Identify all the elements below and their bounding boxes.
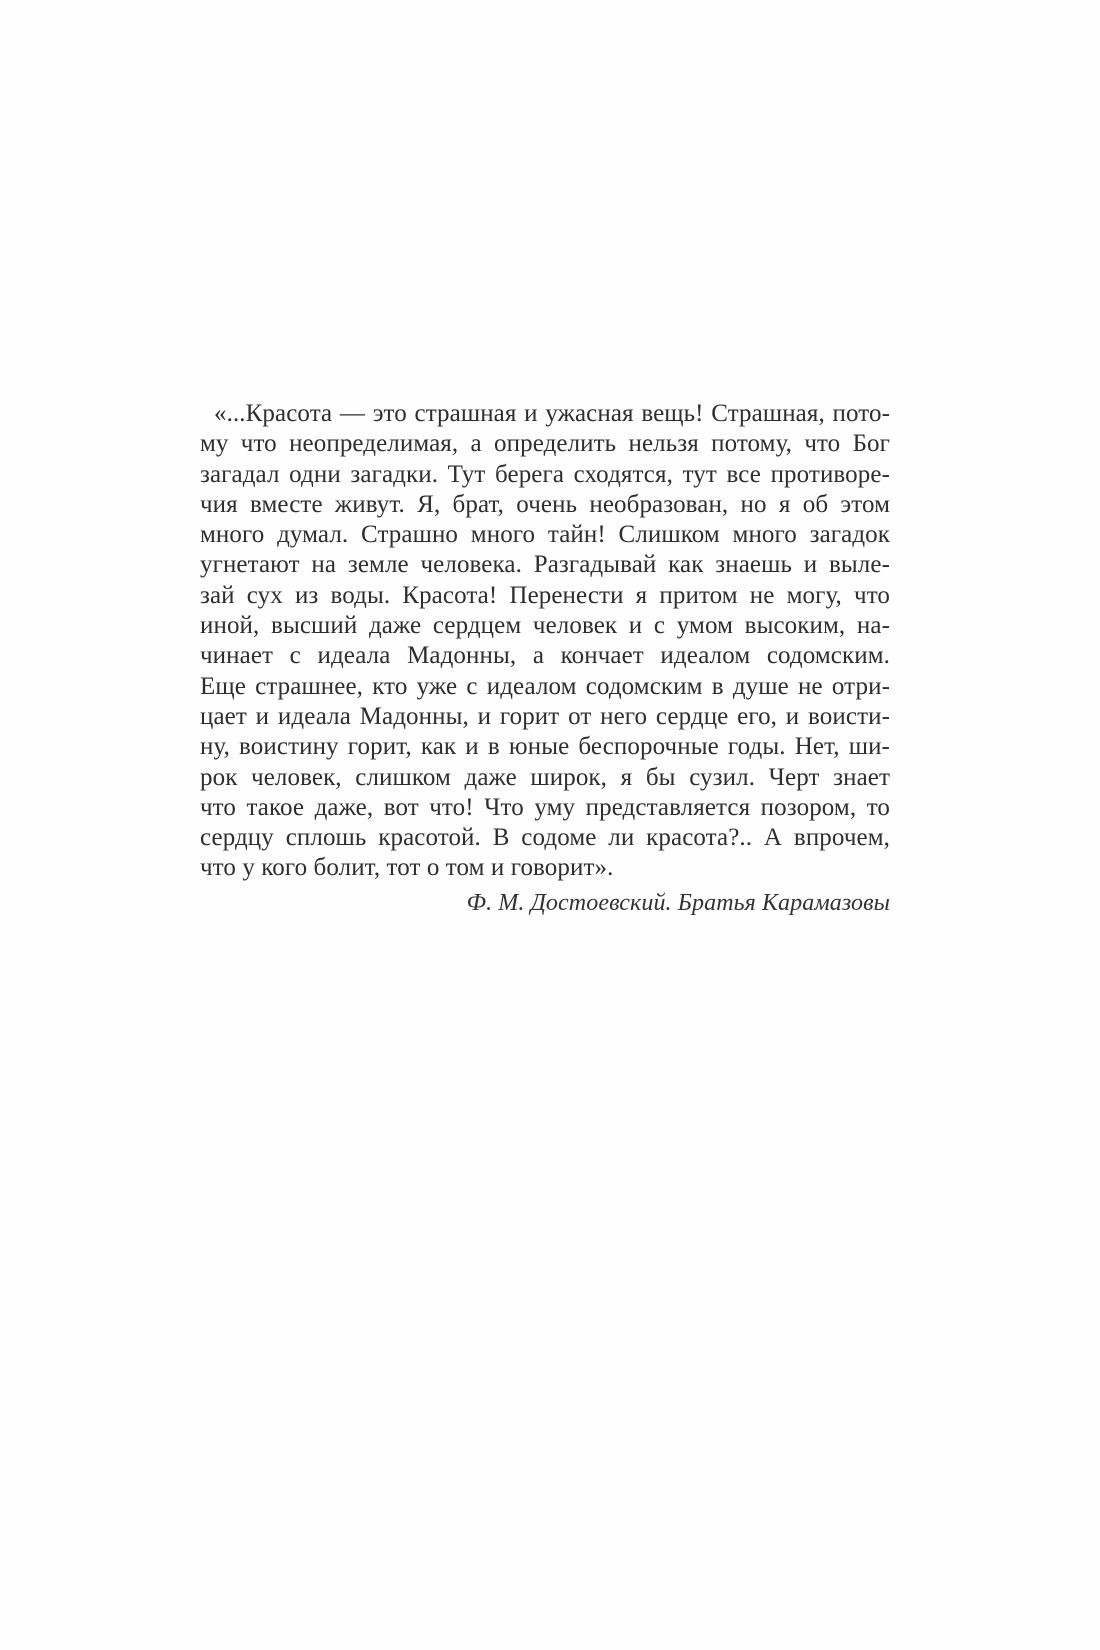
quote-line: Еще страшнее, кто уже с идеалом содомским в душе не отри- (200, 672, 890, 700)
quote-line: рок человек, слишком даже широк, я бы сузил. Черт знает (200, 763, 890, 791)
quote-line: иной, высший даже сердцем человек и с умом высоким, на- (200, 612, 890, 640)
quote-line: му что неопределимая, а определить нельзя потому, что Бог (200, 430, 890, 458)
quote-line: цает и идеала Мадонны, и горит от него сердце его, и воисти- (200, 702, 890, 730)
quote-attribution: Ф. М. Достоевский. Братья Карамазовы (466, 889, 890, 916)
quote-line: что у кого болит, тот о том и говорит». (200, 854, 614, 882)
quote-line: загадал одни загадки. Тут берега сходятся, тут все противоре- (200, 460, 890, 488)
quote-line: много думал. Страшно много тайн! Слишком много загадок (200, 521, 890, 549)
epigraph-quote (200, 399, 890, 918)
quote-line: «...Красота — это страшная и ужасная вещь! Страшная, пото- (214, 400, 890, 427)
quote-line: зай сух из воды. Красота! Перенести я притом не могу, что (200, 581, 890, 609)
quote-line: угнетают на земле человека. Разгадывай как знаешь и выле- (200, 551, 890, 579)
quote-line: сердцу сплошь красотой. В содоме ли красота?.. А впрочем, (200, 824, 890, 852)
quote-line: ну, воистину горит, как и в юные беспорочные годы. Нет, ши- (200, 733, 890, 761)
quote-line: чинает с идеала Мадонны, а кончает идеалом содомским. (200, 642, 890, 670)
quote-line: что такое даже, вот что! Что уму представляется позором, то (200, 793, 890, 821)
quote-line: чия вместе живут. Я, брат, очень необразован, но я об этом (200, 490, 890, 518)
